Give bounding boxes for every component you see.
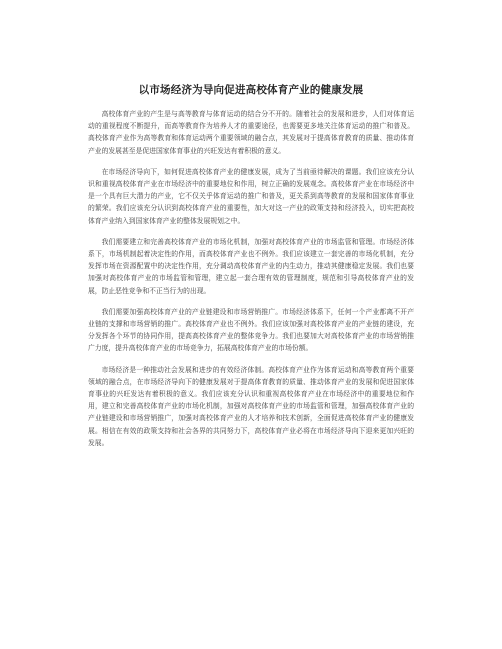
- paragraph-4: 我们需要加强高校体育产业的产业链建设和市场营销推广。市场经济体系下，任何一个产业都离不开产业链的支撑和市场营销的推广。高校体育产业也不例外。我们应该加强对高校体育产业的产业链的建设，充分发挥各个环节的协同作用，提高高校体育产业的整体竞争力。我们也要加大对高校体育产业的市场营销推广力度，提升高校体育产业的市场竞争力，拓展高校体育产业的市场份额。: [88, 307, 414, 353]
- document-title: 以市场经济为导向促进高校体育产业的健康发展: [138, 84, 364, 96]
- paragraph-3: 我们需要建立和完善高校体育产业的市场化机制，加强对高校体育产业的市场监管和管理。市场经济体系下，市场机制起着决定性的作用，而高校体育产业也不例外。我们应该建立一套完善的市场化机制，充分发挥市场在资源配置中的决定性作用，充分调动高校体育产业的内生动力，推动其健康稳定发展。我们也要加强对高校体育产业的市场监管和管理，建立起一套合理有效的管理制度，规范和引导高校体育产业的发展，防止恶性竞争和不正当行为的出现。: [88, 237, 414, 295]
- paragraph-2: 在市场经济导向下，如何促进高校体育产业的健康发展，成为了当前亟待解决的课题。我们应该充分认识和重视高校体育产业在市场经济中的重要地位和作用，树立正确的发展观念。高校体育产业在市场经济中是一个具有巨大潜力的产业，它不仅关乎体育运动的推广和普及，更关系到高等教育的发展和国家体育事业的繁荣。我们应该充分认识到高校体育产业的重要性，加大对这一产业的政策支持和经济投入，切实把高校体育产业纳入到国家体育产业的整体发展规划之中。: [88, 167, 414, 225]
- paragraph-1: 高校体育产业的产生是与高等教育与体育运动的结合分不开的。随着社会的发展和进步，人们对体育运动的重视程度不断提升，而高等教育作为培养人才的重要途径，也需要更多地关注体育运动的推广和普及。高校体育产业作为高等教育和体育运动两个重要领域的融合点，其发展对于提高体育教育的质量、推动体育产业的发展甚至是促进国家体育事业的兴旺发达有着积极的意义。: [88, 110, 414, 155]
- paragraph-5: 市场经济是一种推动社会发展和进步的有效经济体制。高校体育产业作为体育运动和高等教育两个重要领域的融合点，在市场经济导向下的健康发展对于提高体育教育的质量、推动体育产业的发展和促进国家体育事业的兴旺发达有着积极的意义。我们应该充分认识和重视高校体育产业在市场经济中的重要地位和作用，建立和完善高校体育产业的市场化机制，加强对高校体育产业的市场监管和管理，加强高校体育产业的产业链建设和市场营销推广，加强对高校体育产业的人才培养和技术创新，全面促进高校体育产业的健康发展。相信在有效的政策支持和社会各界的共同努力下，高校体育产业必将在市场经济导向下迎来更加兴旺的发展。: [88, 365, 414, 447]
